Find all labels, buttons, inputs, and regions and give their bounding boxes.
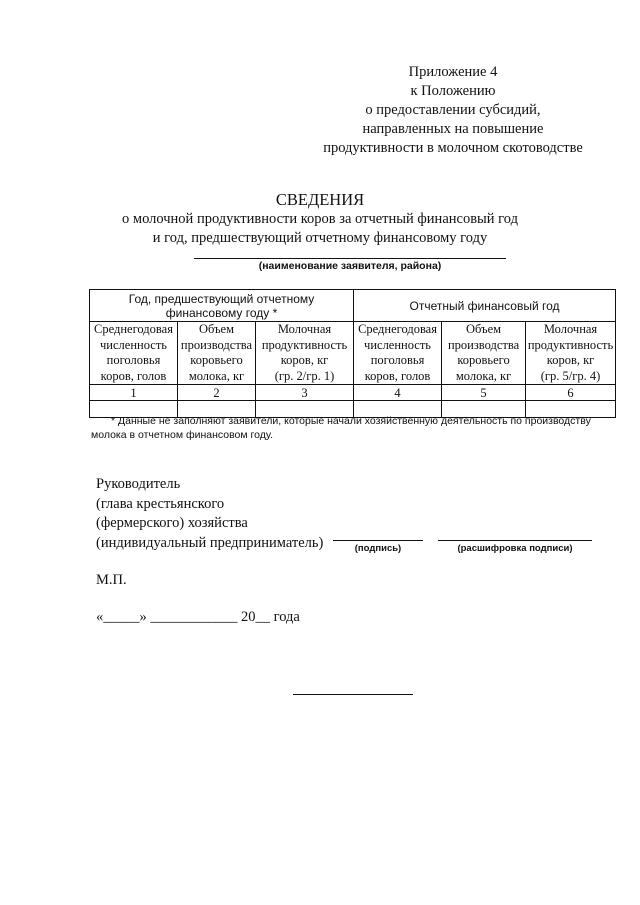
column-number: 2 <box>178 385 256 401</box>
appendix-line: продуктивности в молочном скотоводстве <box>323 140 583 156</box>
date-field: «_____» ____________ 20__ года <box>96 609 300 625</box>
header-group-previous-year: Год, предшествующий отчетному финансовому году * <box>90 290 354 322</box>
column-number: 3 <box>256 385 354 401</box>
header-group-reporting-year: Отчетный финансовый год <box>354 290 616 322</box>
applicant-caption: (наименование заявителя, района) <box>258 260 442 272</box>
column-header-2: Объем производства коровьего молока, кг <box>178 322 256 385</box>
signature-line <box>333 540 423 541</box>
footnote-line-2: молока в отчетном финансовом году. <box>91 429 273 441</box>
table-row-numbers <box>90 385 616 401</box>
column-header-6: Молочная продуктивность коров, кг (гр. 5/гр. 4) <box>526 322 616 385</box>
column-header-3: Молочная продуктивность коров, кг (гр. 2/гр. 1) <box>256 322 354 385</box>
appendix-line: о предоставлении субсидий, <box>365 102 541 118</box>
title-main: СВЕДЕНИЯ <box>275 190 365 209</box>
document-title <box>0 189 640 248</box>
appendix-line: Приложение 4 <box>408 64 498 80</box>
signatory-line: Руководитель <box>96 476 181 492</box>
applicant-name-line <box>194 258 506 259</box>
column-number: 5 <box>442 385 526 401</box>
title-line-1: о молочной продуктивности коров за отчетный финансовый год <box>122 211 518 227</box>
column-number: 6 <box>526 385 616 401</box>
signature-decoding-caption: (расшифровка подписи) <box>457 543 573 554</box>
footnote <box>91 414 613 442</box>
stamp-label: М.П. <box>96 572 127 588</box>
signature-decoding-line <box>438 540 592 541</box>
signatory-line: (глава крестьянского <box>96 495 225 512</box>
closing-rule <box>293 694 413 695</box>
signatory-line: (фермерского) хозяйства <box>96 515 248 531</box>
signature-caption: (подпись) <box>354 543 402 554</box>
title-line-2: и год, предшествующий отчетному финансовому году <box>152 230 488 246</box>
appendix-line: направленных на повышение <box>362 121 544 137</box>
productivity-table <box>89 289 616 418</box>
appendix-header <box>293 63 613 158</box>
appendix-line: к Положению <box>410 83 496 99</box>
column-header-5: Объем производства коровьего молока, кг <box>442 322 526 385</box>
column-number: 1 <box>90 385 178 401</box>
signatory-line: (индивидуальный предприниматель) <box>96 534 324 551</box>
column-number: 4 <box>354 385 442 401</box>
footnote-line-1: * Данные не заполняют заявители, которые начали хозяйственную деятельность по производству <box>111 415 591 427</box>
column-header-4: Среднегодовая численность поголовья коров, голов <box>354 322 442 385</box>
column-header-1: Среднегодовая численность поголовья коров, голов <box>90 322 178 385</box>
signatory-block <box>96 475 323 553</box>
